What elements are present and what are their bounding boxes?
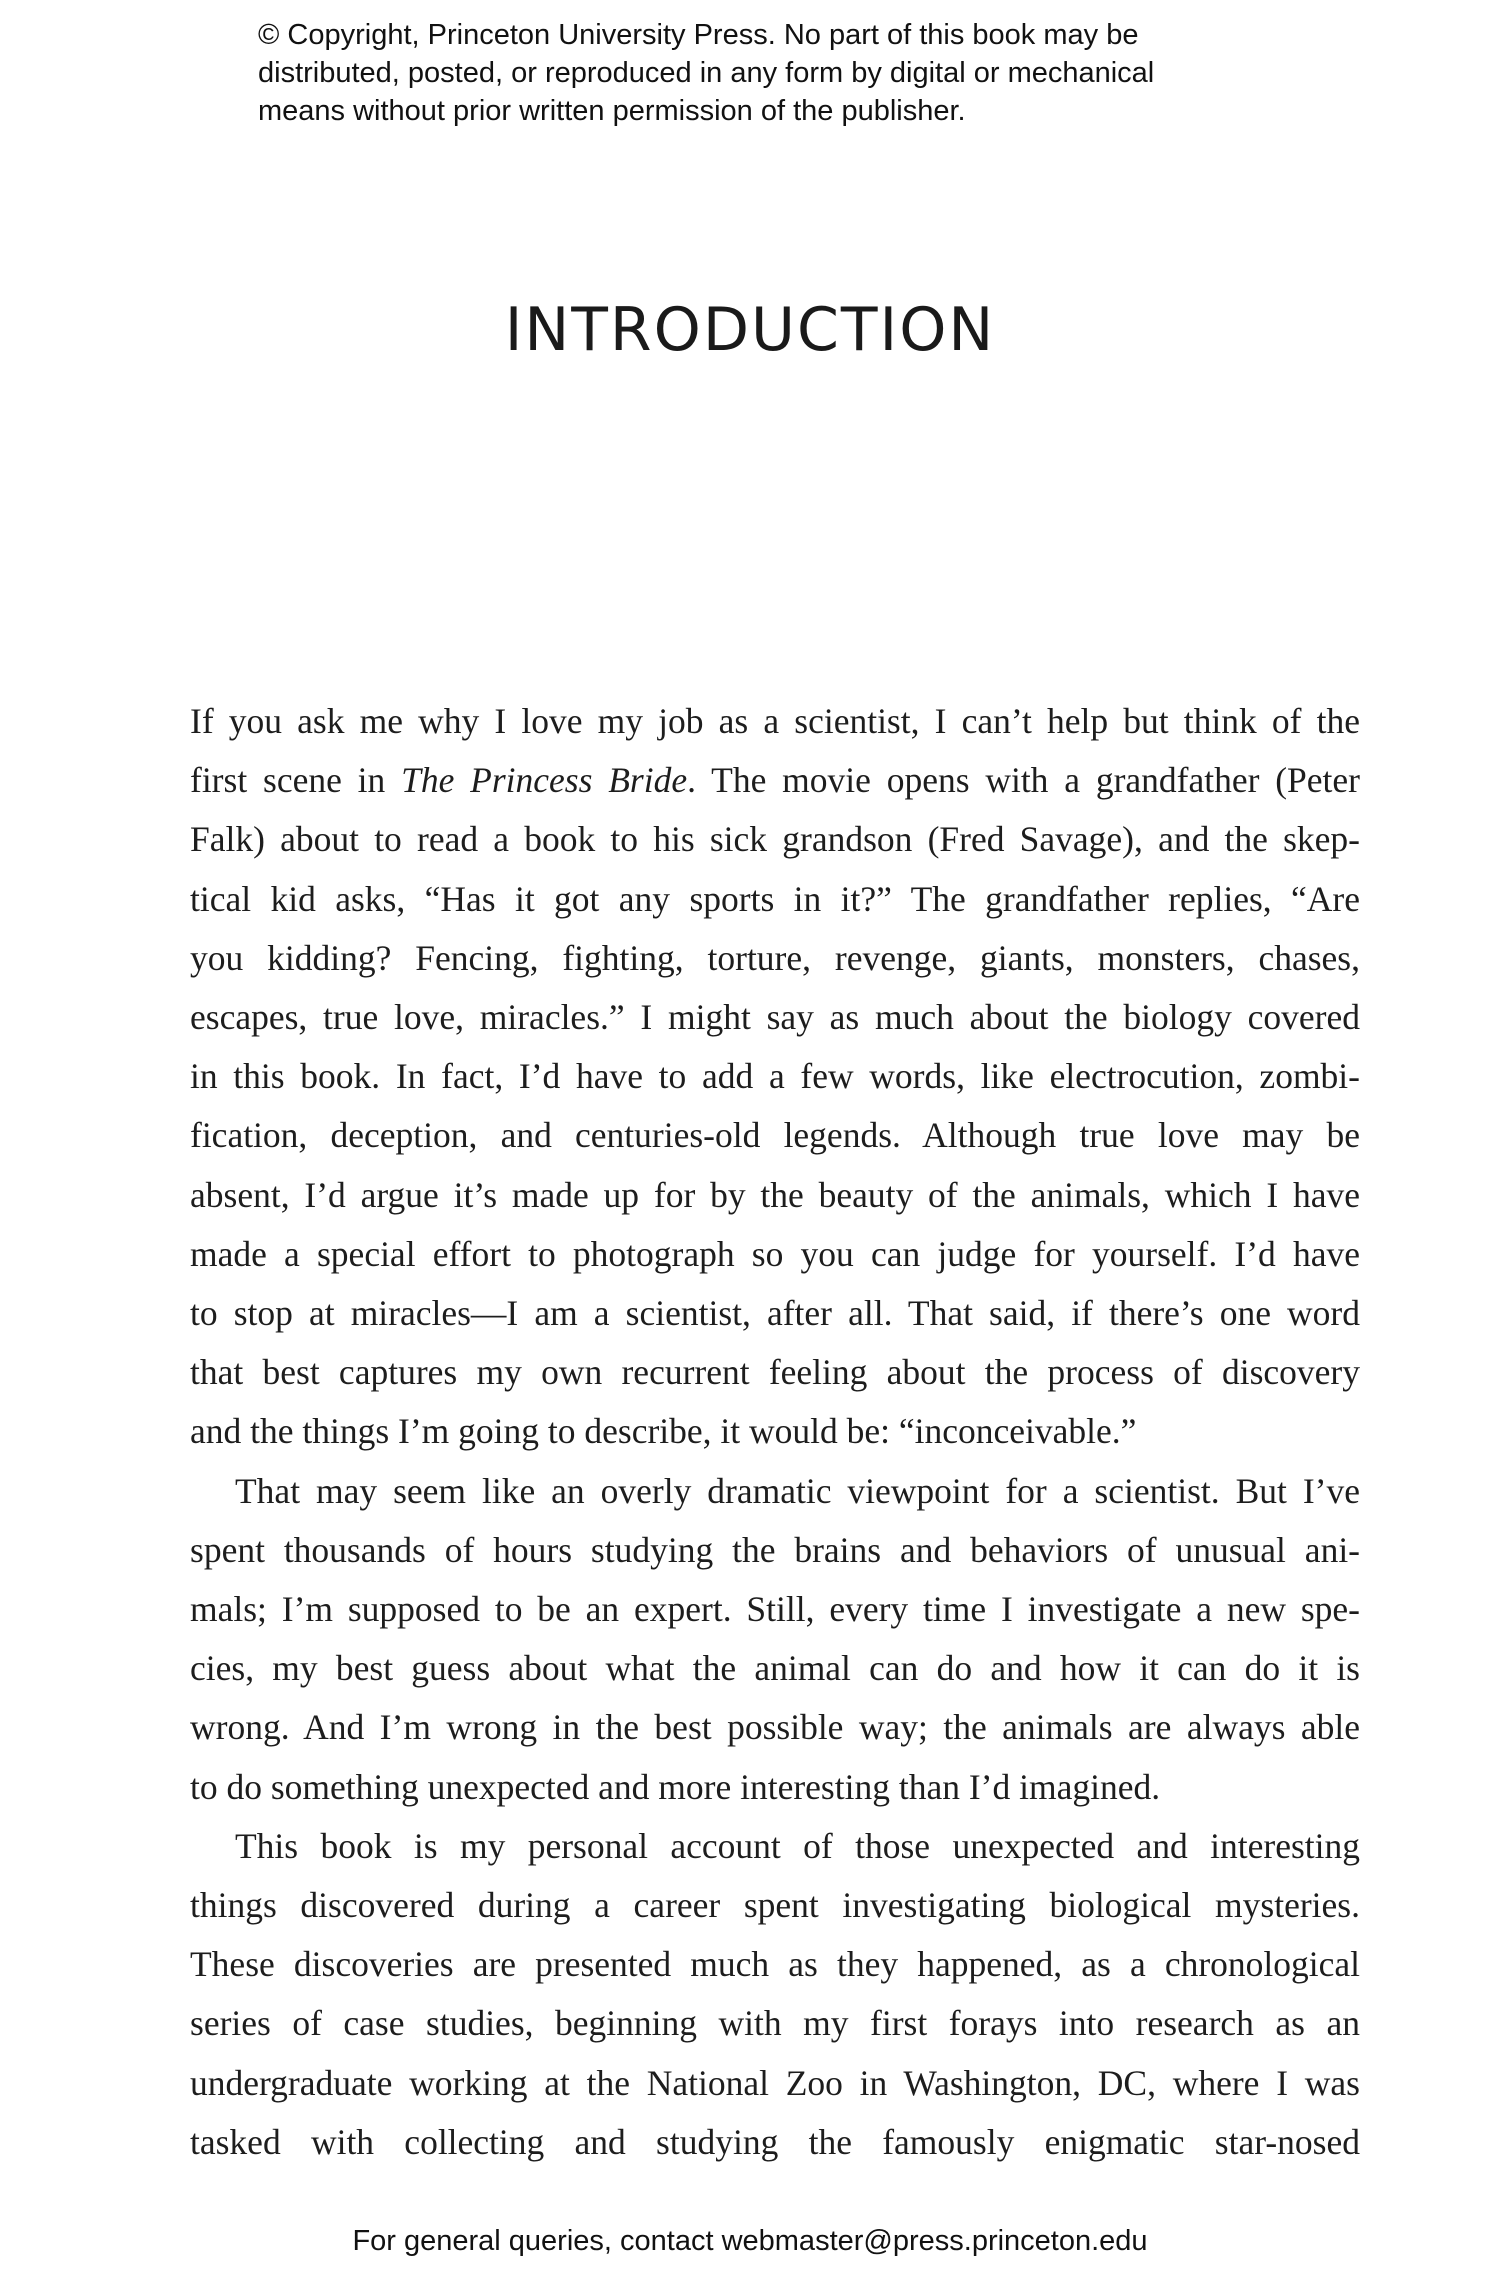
paragraph bbox=[190, 692, 1360, 1462]
text-line: This book is my personal account of those unexpected and interesting bbox=[235, 1825, 1360, 1866]
text-line: wrong. And I’m wrong in the best possible way; the animals are always able bbox=[190, 1707, 1360, 1748]
footer-contact: For general queries, contact webmaster@press.princeton.edu bbox=[352, 2225, 1148, 2257]
text-line: These discoveries are presented much as they happened, as a chronological bbox=[190, 1944, 1360, 1985]
text-line: to do something unexpected and more interesting than I’d imagined. bbox=[190, 1766, 1161, 1807]
text-line: and the things I’m going to describe, it would be: “inconceivable.” bbox=[190, 1411, 1137, 1452]
text-line: mals; I’m supposed to be an expert. Still, every time I investigate a new spe- bbox=[190, 1589, 1360, 1630]
text-line: fication, deception, and centuries-old legends. Although true love may be bbox=[190, 1115, 1360, 1156]
text-line: you kidding? Fencing, fighting, torture, revenge, giants, monsters, chases, bbox=[190, 937, 1360, 978]
copyright-notice bbox=[258, 16, 1358, 130]
text-line: absent, I’d argue it’s made up for by the beauty of the animals, which I have bbox=[190, 1174, 1360, 1215]
text-line: spent thousands of hours studying the brains and behaviors of unusual ani- bbox=[190, 1529, 1360, 1570]
copyright-line: © Copyright, Princeton University Press. No part of this book may be bbox=[258, 19, 1139, 51]
copyright-line: distributed, posted, or reproduced in any form by digital or mechanical bbox=[258, 57, 1155, 89]
text-line: tical kid asks, “Has it got any sports in it?” The grandfather replies, “Are bbox=[190, 878, 1360, 919]
body-text bbox=[190, 692, 1360, 2172]
text-line: If you ask me why I love my job as a scientist, I can’t help but think of the bbox=[190, 701, 1360, 741]
text-line bbox=[190, 751, 1360, 810]
copyright-line: means without prior written permission of the publisher. bbox=[258, 95, 966, 127]
text-line: to stop at miracles—I am a scientist, after all. That said, if there’s one word bbox=[190, 1293, 1360, 1334]
paragraph bbox=[190, 1462, 1360, 1817]
text-line: tasked with collecting and studying the famously enigmatic star-nosed bbox=[190, 2121, 1360, 2162]
text-line: in this book. In fact, I’d have to add a few words, like electrocution, zombi- bbox=[190, 1056, 1360, 1097]
text-line: undergraduate working at the National Zoo in Washington, DC, where I was bbox=[190, 2062, 1360, 2103]
chapter-title: INTRODUCTION bbox=[504, 295, 996, 366]
text-line: cies, my best guess about what the animal can do and how it can do it is bbox=[190, 1648, 1360, 1689]
book-title: The Princess Bride bbox=[401, 760, 688, 801]
paragraph bbox=[190, 1817, 1360, 2172]
text-line: escapes, true love, miracles.” I might say as much about the biology covered bbox=[190, 997, 1360, 1038]
text-line: that best captures my own recurrent feeling about the process of discovery bbox=[190, 1352, 1360, 1393]
text-fragment: . The movie opens with a grandfather (Peter bbox=[687, 760, 1360, 801]
text-line: That may seem like an overly dramatic viewpoint for a scientist. But I’ve bbox=[235, 1470, 1360, 1511]
text-line: made a special effort to photograph so you can judge for yourself. I’d have bbox=[190, 1233, 1360, 1274]
text-line: things discovered during a career spent investigating biological mysteries. bbox=[190, 1885, 1360, 1926]
text-line: Falk) about to read a book to his sick grandson (Fred Savage), and the skep- bbox=[190, 819, 1360, 860]
text-line: series of case studies, beginning with my first forays into research as an bbox=[190, 2003, 1360, 2044]
text-fragment: first scene in bbox=[190, 760, 402, 801]
